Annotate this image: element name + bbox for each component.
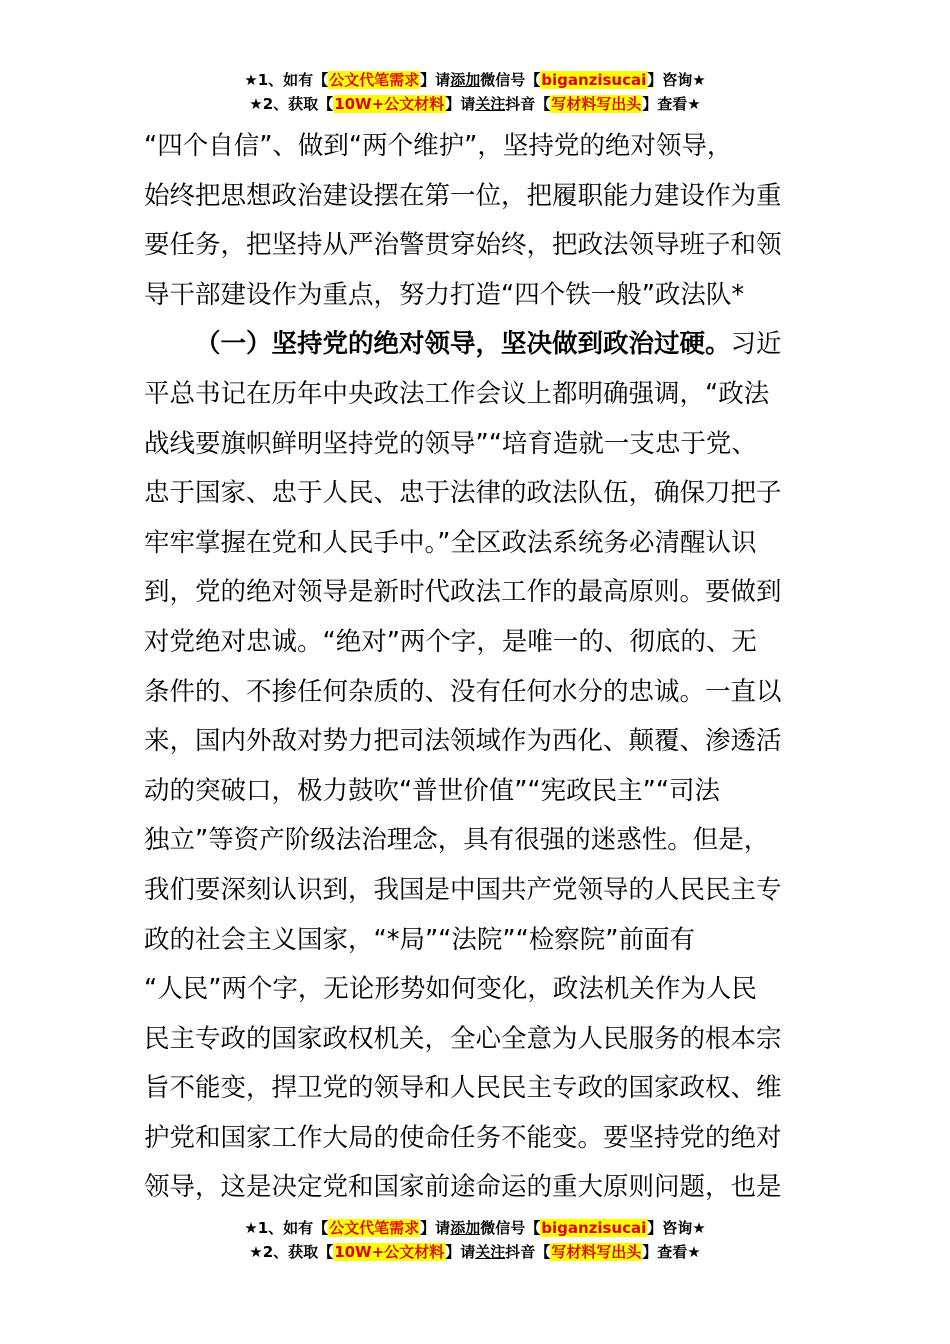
banner-highlight: biganzisucai	[541, 71, 647, 89]
bottom-banner	[0, 1216, 950, 1264]
body-text-inline: 习近	[730, 329, 782, 360]
banner-text: 】请	[445, 95, 476, 113]
body-line: 到，党的绝对领导是新时代政法工作的最高原则。要做到	[144, 577, 782, 608]
banner-highlight: 10W+公文材料	[334, 1243, 445, 1261]
banner-highlight: 写材料写出头	[551, 95, 642, 113]
banner-text: ★1、如有【	[244, 71, 329, 89]
banner-text: 抖音【	[505, 1243, 551, 1261]
banner-text: 微信号【	[480, 1219, 541, 1237]
banner-underline: 关注	[475, 95, 506, 113]
banner-underline: 关注	[475, 1243, 506, 1261]
banner-text: 抖音【	[505, 95, 551, 113]
body-line: 领导，这是决定党和国家前途命运的重大原则问题，也是	[144, 1172, 782, 1203]
body-line: 来，国内外敌对势力把司法领域作为西化、颠覆、渗透活	[144, 726, 782, 757]
body-line: 始终把思想政治建设摆在第一位，把履职能力建设作为重	[144, 180, 782, 211]
banner-text: ★1、如有【	[244, 1219, 329, 1237]
banner-highlight: biganzisucai	[541, 1219, 647, 1237]
body-line: 条件的、不掺任何杂质的、没有任何水分的忠诚。一直以	[144, 676, 782, 707]
banner-text: 】查看★	[642, 1243, 701, 1261]
banner-line-1	[0, 68, 950, 92]
body-line: 要任务，把坚持从严治警贯穿始终，把政法领导班子和领	[144, 230, 782, 261]
banner-text: 】查看★	[642, 95, 701, 113]
banner-highlight: 10W+公文材料	[334, 95, 445, 113]
banner-text: 】咨询★	[647, 71, 706, 89]
top-banner	[0, 68, 950, 116]
body-line: 我们要深刻认识到，我国是中国共产党领导的人民民主专	[144, 874, 782, 905]
banner-highlight: 写材料写出头	[551, 1243, 642, 1261]
banner-text: 】请	[420, 71, 451, 89]
body-line: 独立”等资产阶级法治理念，具有很强的迷惑性。但是，	[144, 825, 770, 856]
banner-text: 】请	[445, 1243, 476, 1261]
body-line: 平总书记在历年中央政法工作会议上都明确强调，“政法	[144, 378, 770, 409]
body-line: 护党和国家工作大局的使命任务不能变。要坚持党的绝对	[144, 1122, 782, 1153]
body-line: 旨不能变，捍卫党的领导和人民民主专政的国家政权、维	[144, 1073, 782, 1104]
banner-underline: 添加	[450, 71, 481, 89]
body-line: 动的突破口，极力鼓吹“普世价值”“宪政民主”“司法	[144, 775, 721, 806]
section-heading: （一）坚持党的绝对领导，坚决做到政治过硬。	[195, 329, 731, 360]
body-line: 民主专政的国家政权机关，全心全意为人民服务的根本宗	[144, 1023, 782, 1054]
body-line: 政的社会主义国家，“*局”“法院”“检察院”前面有	[144, 924, 696, 955]
section-heading-line	[144, 320, 808, 370]
banner-line-1	[0, 1216, 950, 1240]
banner-line-2	[0, 1240, 950, 1264]
document-body	[144, 122, 808, 1213]
body-line: “人民”两个字，无论形势如何变化，政法机关作为人民	[144, 974, 757, 1005]
banner-text: 】请	[420, 1219, 451, 1237]
banner-highlight: 公文代笔需求	[329, 71, 420, 89]
banner-underline: 添加	[450, 1219, 481, 1237]
body-line: “四个自信”、做到“两个维护”，坚持党的绝对领导，	[144, 131, 733, 161]
banner-text: 】咨询★	[647, 1219, 706, 1237]
banner-text: 微信号【	[480, 71, 541, 89]
body-line: 战线要旗帜鲜明坚持党的领导”“培育造就一支忠于党、	[144, 428, 757, 459]
body-line: 牢牢掌握在党和人民手中。”全区政法系统务必清醒认识	[144, 527, 757, 558]
banner-highlight: 公文代笔需求	[329, 1219, 420, 1237]
body-line: 忠于国家、忠于人民、忠于法律的政法队伍，确保刀把子	[144, 478, 782, 509]
body-line: 导干部建设作为重点，努力打造“四个铁一般”政法队*	[144, 279, 745, 310]
body-line: 对党绝对忠诚。“绝对”两个字，是唯一的、彻底的、无	[144, 626, 757, 657]
banner-text: ★2、获取【	[249, 95, 334, 113]
banner-text: ★2、获取【	[249, 1243, 334, 1261]
banner-line-2	[0, 92, 950, 116]
